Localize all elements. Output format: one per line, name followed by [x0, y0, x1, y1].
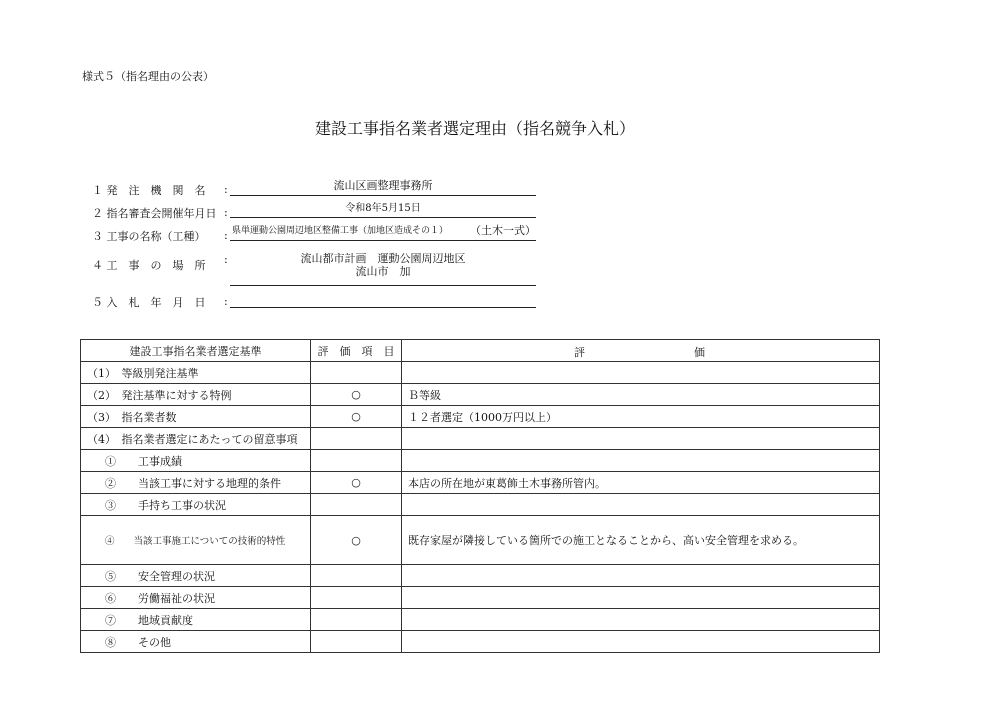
table-row — [81, 631, 880, 653]
mark-cell: ○ — [311, 472, 402, 494]
field-colon: : — [224, 295, 228, 308]
header-evaluation-char-1: 評 — [574, 346, 585, 359]
mark-cell — [311, 428, 402, 450]
mark-cell: ○ — [311, 406, 402, 428]
table-row — [81, 472, 880, 494]
field-value-review-date: 令和8年5月15日 — [345, 203, 421, 214]
evaluation-cell — [402, 428, 880, 450]
table-row — [81, 494, 880, 516]
header-criteria: 建設工事指名業者選定基準 — [81, 340, 311, 362]
field-value-work-type: （土木一式） — [470, 224, 536, 237]
field-label-bid-date: ５ 入 札 年 月 日 — [92, 296, 206, 309]
mark-cell — [311, 609, 402, 631]
evaluation-cell — [402, 494, 880, 516]
criterion-cell: ⑦ 地域貢献度 — [81, 609, 311, 631]
table-row — [81, 362, 880, 384]
mark-cell — [311, 587, 402, 609]
page-title: 建設工事指名業者選定理由（指名競争入札） — [314, 119, 635, 138]
evaluation-cell — [402, 587, 880, 609]
evaluation-cell — [402, 631, 880, 653]
mark-cell: ○ — [311, 384, 402, 406]
field-label-location: ４ 工 事 の 場 所 — [92, 259, 206, 272]
field-underline — [230, 285, 536, 286]
field-underline — [230, 217, 536, 218]
table-header-row — [81, 340, 880, 362]
criterion-cell: （2） 発注基準に対する特例 — [81, 384, 311, 406]
evaluation-cell: 本店の所在地が東葛飾土木事務所管内。 — [402, 472, 880, 494]
field-colon: : — [224, 206, 228, 219]
field-value-project-name: 県単運動公園周辺地区整備工事（加地区造成その１） — [232, 226, 449, 236]
criterion-cell: ② 当該工事に対する地理的条件 — [81, 472, 311, 494]
evaluation-cell: 既存家屋が隣接している箇所での施工となることから、高い安全管理を求める。 — [402, 516, 880, 565]
field-label-review-date: ２ 指名審査会開催年月日 — [92, 207, 217, 220]
evaluation-cell — [402, 362, 880, 384]
table-row — [81, 384, 880, 406]
mark-cell — [311, 494, 402, 516]
evaluation-cell: １２者選定（1000万円以上） — [402, 406, 880, 428]
header-item: 評 価 項 目 — [311, 340, 402, 362]
evaluation-cell — [402, 609, 880, 631]
mark-cell: ○ — [311, 516, 402, 565]
criterion-cell: ① 工事成績 — [81, 450, 311, 472]
field-value-agency: 流山区画整理事務所 — [333, 179, 433, 192]
form-id: 様式５（指名理由の公表） — [82, 70, 214, 83]
field-value-location-city: 流山市 加 — [355, 265, 411, 278]
field-colon: : — [224, 183, 228, 196]
field-underline — [230, 240, 536, 241]
table-row — [81, 428, 880, 450]
criterion-cell: ④ 当該工事施工についての技術的特性 — [81, 516, 311, 565]
mark-cell — [311, 631, 402, 653]
mark-cell — [311, 565, 402, 587]
evaluation-cell — [402, 565, 880, 587]
field-label-project-name: ３ 工事の名称（工種） — [92, 230, 206, 243]
mark-cell — [311, 362, 402, 384]
field-underline — [230, 195, 536, 196]
field-colon: : — [224, 253, 228, 266]
header-evaluation — [402, 340, 880, 362]
table-row — [81, 516, 880, 565]
table-row — [81, 565, 880, 587]
mark-cell — [311, 450, 402, 472]
table-row — [81, 609, 880, 631]
header-evaluation-char-2: 価 — [694, 346, 705, 359]
criterion-cell: ⑥ 労働福祉の状況 — [81, 587, 311, 609]
criterion-cell: （3） 指名業者数 — [81, 406, 311, 428]
evaluation-cell — [402, 450, 880, 472]
field-value-location: 流山都市計画 運動公園周辺地区 — [300, 252, 466, 265]
criterion-cell: ③ 手持ち工事の状況 — [81, 494, 311, 516]
table-row — [81, 587, 880, 609]
table-row — [81, 450, 880, 472]
field-colon: : — [224, 229, 228, 242]
field-underline — [230, 307, 536, 308]
field-label-agency: １ 発 注 機 関 名 — [92, 184, 206, 197]
table-row — [81, 406, 880, 428]
criterion-cell: ⑤ 安全管理の状況 — [81, 565, 311, 587]
criterion-cell: ⑧ その他 — [81, 631, 311, 653]
criteria-table — [80, 339, 880, 653]
evaluation-cell: Ｂ等級 — [402, 384, 880, 406]
criterion-cell: （4） 指名業者選定にあたっての留意事項 — [81, 428, 311, 450]
criterion-cell: （1） 等級別発注基準 — [81, 362, 311, 384]
